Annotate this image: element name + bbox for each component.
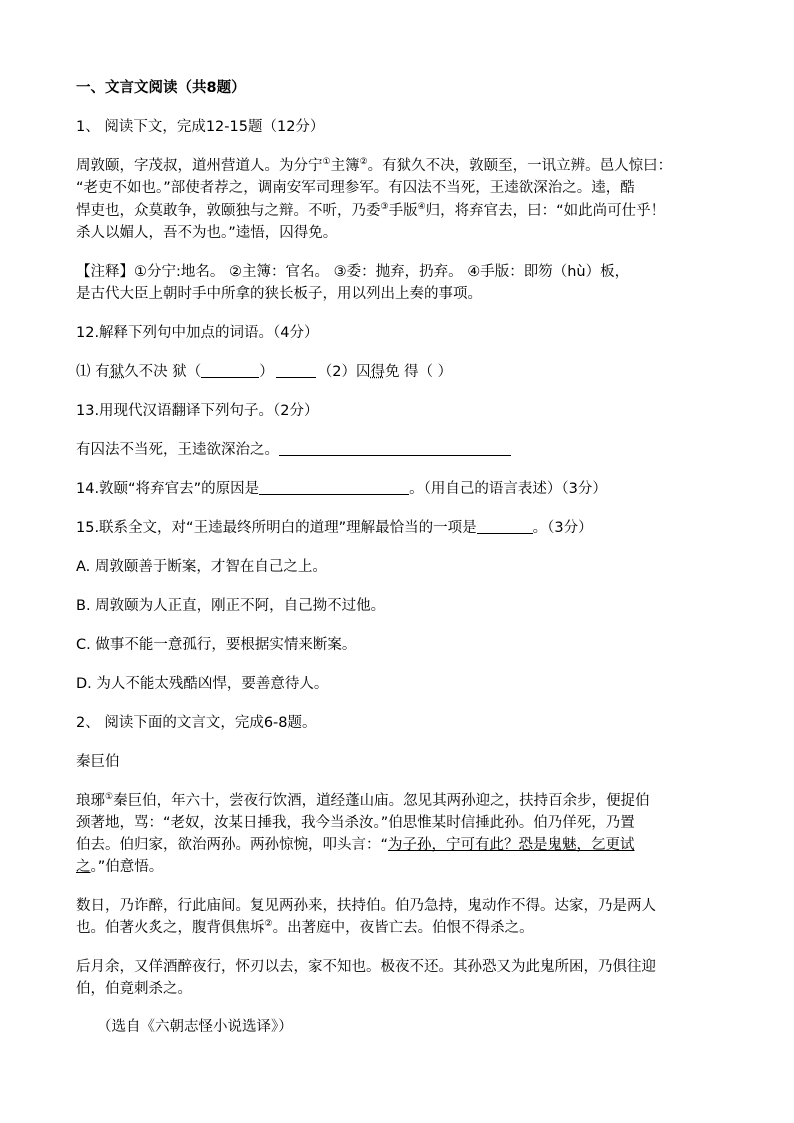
answer-blank[interactable] [279, 440, 511, 456]
text-span: （2）囚 [317, 364, 371, 380]
passage1-line-4: 杀人以媚人，吾不为也。”逵悟，囚得免。 [76, 225, 338, 241]
passage2-line-3 [76, 834, 726, 856]
footnote-marker: ③ [380, 202, 389, 213]
question-14 [76, 478, 726, 500]
text-span: 周敦颐，字茂叔，道州营道人。为分宁 [76, 158, 323, 174]
option-c[interactable]: C. 做事不能一意孤行，要根据实情来断案。 [76, 637, 357, 653]
dotted-word: 狱 [109, 364, 125, 380]
text-span: 主簿 [330, 158, 360, 174]
option-b[interactable]: B. 周敦颐为人正直，刚正不阿，自己拗不过他。 [76, 598, 386, 614]
passage2-line-7: 后月余，又佯酒醉夜行，怀刃以去，家不知也。极夜不还。其孙恐又为此鬼所困，乃俱往迎 [76, 959, 656, 975]
passage2-line-5: 数日，乃诈醉，行此庙间。复见两孙来，扶持伯。伯乃急持，鬼动作不得。达家，乃是两人 [76, 898, 656, 914]
passage2-line-4 [76, 856, 726, 878]
text-span: 秦巨伯，年六十，尝夜行饮酒，道经蓬山庙。忽见其两孙迎之，扶持百余步，便捉伯 [113, 793, 650, 809]
question-12-items [76, 361, 726, 383]
text-span: 免 得（ ） [384, 364, 453, 380]
answer-blank[interactable] [201, 362, 259, 378]
section-title: 一、文言文阅读（共8题） [76, 80, 246, 96]
answer-blank[interactable] [259, 479, 409, 495]
footnote-marker: ① [105, 792, 114, 803]
answer-blank[interactable] [477, 518, 533, 534]
passage2-line-2: 颈著地，骂：“老奴，汝某日捶我，我今当杀汝。”伯思惟某时信捶此孙。伯乃佯死，乃置 [76, 815, 635, 831]
footnote-marker: ② [264, 919, 273, 930]
dotted-word: 得 [370, 364, 385, 380]
underlined-sentence: 之 [76, 859, 91, 875]
text-span: 。（用自己的语言表述）（3分） [409, 481, 607, 497]
footnote-marker: ④ [417, 202, 426, 213]
question-2-intro: 2、 阅读下面的文言文，完成6-8题。 [76, 715, 317, 731]
passage2-line-8: 伯，伯竟刺杀之。 [76, 981, 192, 997]
question-13-title: 13.用现代汉语翻译下列句子。（2分） [76, 403, 319, 419]
option-d[interactable]: D. 为人不能太残酷凶悍，要善意待人。 [76, 676, 329, 692]
text-span: 久不决 狱（ [124, 364, 202, 380]
answer-blank[interactable] [276, 362, 316, 378]
option-a[interactable]: A. 周敦颐善于断案，才智在自己之上。 [76, 559, 327, 575]
passage2-line-1 [76, 790, 726, 812]
underlined-sentence: 为子孙，宁可有此？恐是鬼魅，乞更试 [388, 837, 635, 853]
text-span: 归，将弃官去，曰：“如此尚可仕乎！ [425, 203, 666, 219]
passage2-title: 秦巨伯 [76, 754, 120, 770]
text-span: 悍吏也，众莫敢争，敦颐独与之辩。不听，乃委 [76, 203, 381, 219]
text-span: 伯去。伯归家，欲治两孙。两孙惊惋，叩头言：“ [76, 837, 389, 853]
passage1-line-3 [76, 200, 726, 222]
text-span: ） [259, 364, 274, 380]
notes-line-1: 【注释】①分宁:地名。 ②主簿：官名。 ③委：抛弃，扔弃。 ④手版：即笏（hù）板， [76, 264, 630, 280]
text-span: 14.敦颐“将弃官去”的原因是 [76, 481, 260, 497]
notes-line-2: 是古代大臣上朝时手中所拿的狭长板子，用以列出上奏的事项。 [76, 286, 482, 302]
text-span: ⑴ 有 [76, 364, 110, 380]
text-span: 。有狱久不决，敦颐至，一讯立辨。邑人惊曰： [367, 158, 673, 174]
text-span: 琅琊 [76, 793, 105, 809]
source-citation: （选自《六朝志怪小说选译》） [97, 1019, 293, 1035]
text-span: 。出著庭中，夜皆亡去。伯恨不得杀之。 [272, 920, 534, 936]
text-span: 有囚法不当死，王逵欲深治之。 [76, 442, 279, 458]
text-span: 也。伯著火炙之，腹背俱焦坼 [76, 920, 265, 936]
question-13-sentence [76, 439, 726, 461]
text-span: 。（3分） [532, 520, 593, 536]
footnote-marker: ② [359, 157, 368, 168]
question-1-intro: 1、 阅读下文，完成12-15题（12分） [76, 119, 325, 135]
passage1-line-1 [76, 155, 726, 177]
text-span: 。”伯意悟。 [90, 859, 164, 875]
text-span: 手版 [388, 203, 418, 219]
text-span: 15.联系全文，对“王逵最终所明白的道理”理解最恰当的一项是 [76, 520, 477, 536]
question-15 [76, 517, 726, 539]
footnote-marker: ① [322, 157, 331, 168]
question-12-title: 12.解释下列句中加点的词语。（4分） [76, 325, 319, 341]
passage1-line-2: “老吏不如也。”部使者荐之，调南安军司理参军。有囚法不当死，王逵欲深治之。逵，酷 [76, 180, 635, 196]
passage2-line-6 [76, 917, 726, 939]
